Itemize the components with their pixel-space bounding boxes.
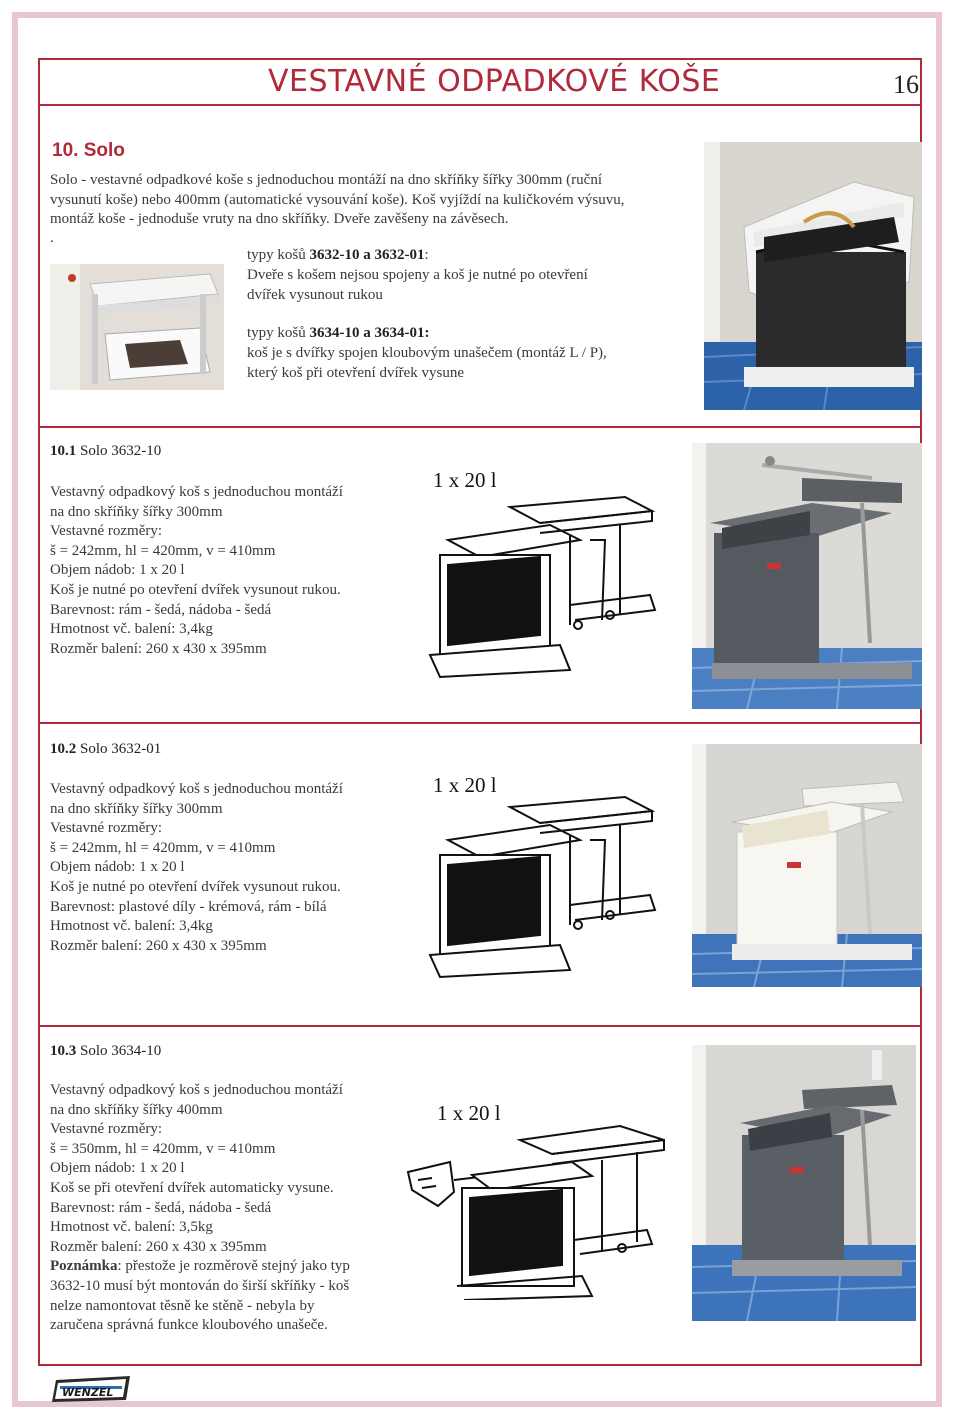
note-line: Poznámka: přestože je rozměrově stejný jako typ — [50, 1258, 350, 1275]
spec-line: Vestavný odpadkový koš s jednoduchou montáží — [50, 1082, 343, 1098]
intro-line-1: Solo - vestavné odpadkové koše s jednoduchou montáží na dno skříňky šířky 300mm (ruční — [50, 172, 602, 188]
spec-line: Objem nádob: 1 x 20 l — [50, 562, 185, 579]
product-1-line-drawing — [420, 495, 680, 680]
spec-line: Barevnost: rám - šedá, nádoba - šedá — [50, 1199, 272, 1216]
spec-line: š = 350mm, hl = 420mm, v = 410mm — [50, 1140, 276, 1157]
product-3-photo — [692, 1045, 916, 1321]
spec-line: Koš se při otevření dvířek automaticky vysune. — [50, 1179, 334, 1196]
section-divider — [40, 426, 920, 428]
note-line: zaručena správná funkce kloubového unašeče. — [50, 1317, 328, 1334]
type-b-heading: typy košů 3634-10 a 3634-01: — [247, 325, 430, 341]
product-3-line-drawing — [402, 1120, 680, 1300]
spec-line: na dno skříňky šířky 400mm — [50, 1101, 223, 1118]
product-3-specs — [50, 1081, 350, 1336]
spec-line: Hmotnost vč. balení: 3,4kg — [50, 918, 213, 935]
page-title: VESTAVNÉ ODPADKOVÉ KOŠE — [268, 64, 721, 99]
intro-mounted-frame-photo — [50, 264, 224, 390]
spec-line: š = 242mm, hl = 420mm, v = 410mm — [50, 542, 276, 559]
product-3-volume: 1 x 20 l — [437, 1101, 501, 1125]
type-b-line-1: koš je s dvířky spojen kloubovým unašečem (montáž L / P), — [247, 345, 607, 361]
product-1-photo — [692, 443, 922, 709]
spec-line: Vestavné rozměry: — [50, 1121, 163, 1138]
spec-line: na dno skříňky šířky 300mm — [50, 800, 223, 817]
note-line: 3632-10 musí být montován do širší skříňky - koš — [50, 1277, 350, 1294]
spec-line: Barevnost: plastové díly - krémová, rám - bílá — [50, 898, 327, 915]
product-3-title: 10.3 Solo 3634-10 — [50, 1043, 162, 1059]
intro-line-2: vysunutí koše) nebo 400mm (automatické vysouvání koše). Koš vyjíždí na kuličkovém výsuvu, — [50, 192, 625, 208]
spec-line: Rozměr balení: 260 x 430 x 395mm — [50, 937, 267, 954]
section-heading: 10. Solo — [52, 140, 125, 161]
product-2-line-drawing — [420, 795, 680, 980]
spec-line: Rozměr balení: 260 x 430 x 395mm — [50, 1238, 267, 1255]
spec-line: Vestavné rozměry: — [50, 820, 163, 837]
type-a-heading: typy košů 3632-10 a 3632-01: — [247, 247, 429, 263]
note-line: nelze namontovat těsně ke stěně - nebyla by — [50, 1297, 315, 1314]
spec-line: na dno skříňky šířky 300mm — [50, 503, 223, 520]
spec-line: Rozměr balení: 260 x 430 x 395mm — [50, 640, 267, 657]
product-1-specs — [50, 483, 343, 659]
spec-line: Koš je nutné po otevření dvířek vysunout rukou. — [50, 878, 341, 895]
spec-line: Koš je nutné po otevření dvířek vysunout rukou. — [50, 581, 341, 598]
section-divider — [40, 722, 920, 724]
spec-line: Vestavný odpadkový koš s jednoduchou montáží — [50, 484, 343, 500]
section-divider — [40, 1025, 920, 1027]
intro-line-3: montáž koše - jednoduše vruty na dno skříňky. Dveře zavěšeny na závěsech. — [50, 211, 509, 227]
type-b-line-2: který koš při otevření dvířek vysune — [247, 365, 465, 381]
product-1-volume: 1 x 20 l — [433, 468, 497, 492]
product-2-title: 10.2 Solo 3632-01 — [50, 741, 162, 757]
product-1-title: 10.1 Solo 3632-10 — [50, 443, 162, 459]
intro-open-bin-photo — [704, 142, 922, 410]
product-2-volume: 1 x 20 l — [433, 773, 497, 797]
product-2-specs — [50, 780, 343, 956]
spec-line: Vestavné rozměry: — [50, 523, 163, 540]
logo-text: WENZEL — [62, 1386, 114, 1399]
type-a-line-1: Dveře s košem nejsou spojeny a koš je nutné po otevření — [247, 267, 588, 283]
spec-line: Barevnost: rám - šedá, nádoba - šedá — [50, 601, 272, 618]
spec-line: Objem nádob: 1 x 20 l — [50, 859, 185, 876]
header-divider — [40, 104, 920, 106]
spec-line: Hmotnost vč. balení: 3,4kg — [50, 621, 213, 638]
spec-line: Hmotnost vč. balení: 3,5kg — [50, 1219, 213, 1236]
product-2-photo — [692, 744, 922, 987]
wenzel-logo — [52, 1374, 132, 1404]
page-number: 16 — [893, 70, 919, 99]
intro-dot: . — [50, 230, 54, 246]
type-a-line-2: dvířek vysunout rukou — [247, 287, 383, 303]
spec-line: š = 242mm, hl = 420mm, v = 410mm — [50, 839, 276, 856]
spec-line: Objem nádob: 1 x 20 l — [50, 1160, 185, 1177]
spec-line: Vestavný odpadkový koš s jednoduchou montáží — [50, 781, 343, 797]
